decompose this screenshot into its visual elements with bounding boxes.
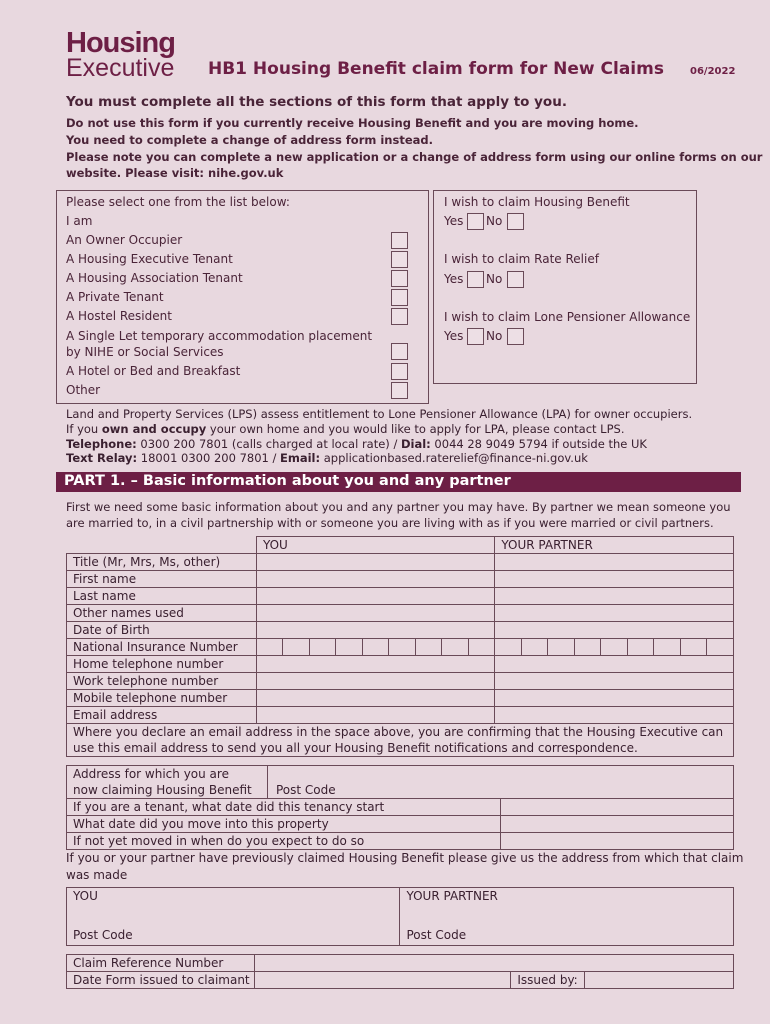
lpa-yes-label: Yes bbox=[444, 329, 464, 343]
option-he-tenant-checkbox[interactable] bbox=[391, 251, 408, 268]
previous-address-table bbox=[66, 887, 734, 946]
partner-home-tel-field[interactable] bbox=[495, 656, 734, 673]
hb-no-label: No bbox=[486, 214, 503, 228]
partner-work-tel-field[interactable] bbox=[495, 673, 734, 690]
rr-no-label: No bbox=[486, 272, 503, 286]
date-issued-field[interactable] bbox=[254, 972, 510, 989]
row-title-label: Title (Mr, Mrs, Ms, other) bbox=[67, 554, 257, 571]
row-work-tel-label: Work telephone number bbox=[67, 673, 257, 690]
option-owner-occupier-checkbox[interactable] bbox=[391, 232, 408, 249]
lps-line-2: If you own and occupy your own home and you would like to apply for LPA, please contact LPS. bbox=[66, 422, 625, 436]
lps-line-1: Land and Property Services (LPS) assess entitlement to Lone Pensioner Allowance (LPA) for owner occupiers. bbox=[66, 407, 693, 421]
lps-text-relay: Text Relay: 18001 0300 200 7801 / Email: applicationbased.raterelief@finance-ni.gov.uk bbox=[66, 451, 588, 465]
previous-partner-postcode-label: Post Code bbox=[406, 928, 467, 942]
you-first-name-field[interactable] bbox=[256, 571, 494, 588]
email-note: Where you declare an email address in the space above, you are confirming that the Housing Executive can use this email address to send you all your Housing Benefit notifications and correspondence. bbox=[67, 724, 734, 757]
claim-housing-benefit-label: I wish to claim Housing Benefit bbox=[444, 195, 630, 209]
logo-executive: Executive bbox=[66, 54, 175, 82]
intro-line-4: website. Please visit: nihe.gov.uk bbox=[66, 166, 284, 180]
tenancy-start-field[interactable] bbox=[500, 799, 733, 816]
hb-no-checkbox[interactable] bbox=[507, 213, 524, 230]
selection-i-am: I am bbox=[66, 214, 93, 228]
logo-housing: Housing bbox=[66, 27, 175, 59]
partner-email-field[interactable] bbox=[495, 707, 734, 724]
option-other-checkbox[interactable] bbox=[391, 382, 408, 399]
previous-claim-line-2: was made bbox=[66, 868, 128, 882]
option-single-let-label-cont: by NIHE or Social Services bbox=[66, 345, 224, 359]
you-email-field[interactable] bbox=[256, 707, 494, 724]
rr-no-checkbox[interactable] bbox=[507, 271, 524, 288]
option-owner-occupier-label: An Owner Occupier bbox=[66, 233, 183, 247]
partner-dob-field[interactable] bbox=[495, 622, 734, 639]
rr-yes-label: Yes bbox=[444, 272, 464, 286]
part1-title: PART 1. – Basic information about you and any partner bbox=[64, 473, 511, 489]
lpa-yes-checkbox[interactable] bbox=[467, 328, 484, 345]
row-ni-label: National Insurance Number bbox=[67, 639, 257, 656]
claim-rate-relief-label: I wish to claim Rate Relief bbox=[444, 252, 599, 266]
you-other-names-field[interactable] bbox=[256, 605, 494, 622]
part1-intro-2: are married to, in a civil partnership with or someone you are living with as if you were married or civil partners. bbox=[66, 516, 714, 530]
row-home-tel-label: Home telephone number bbox=[67, 656, 257, 673]
move-in-field[interactable] bbox=[500, 816, 733, 833]
you-mobile-field[interactable] bbox=[256, 690, 494, 707]
personal-details-table bbox=[66, 536, 734, 757]
move-in-label: What date did you move into this property bbox=[67, 816, 501, 833]
claim-ref-label: Claim Reference Number bbox=[67, 955, 255, 972]
form-version-date: 06/2022 bbox=[690, 66, 736, 77]
partner-mobile-field[interactable] bbox=[495, 690, 734, 707]
option-single-let-checkbox[interactable] bbox=[391, 343, 408, 360]
previous-you-postcode-label: Post Code bbox=[73, 928, 133, 942]
option-hostel-label: A Hostel Resident bbox=[66, 309, 172, 323]
row-dob-label: Date of Birth bbox=[67, 622, 257, 639]
issued-by-label: Issued by: bbox=[511, 972, 585, 989]
claim-lone-pensioner-label: I wish to claim Lone Pensioner Allowance bbox=[444, 310, 691, 324]
option-he-tenant-label: A Housing Executive Tenant bbox=[66, 252, 233, 266]
you-title-field[interactable] bbox=[256, 554, 494, 571]
previous-address-you[interactable]: YOU Post Code bbox=[67, 888, 400, 946]
row-other-names-label: Other names used bbox=[67, 605, 257, 622]
partner-last-name-field[interactable] bbox=[495, 588, 734, 605]
intro-line-1: Do not use this form if you currently receive Housing Benefit and you are moving home. bbox=[66, 116, 639, 130]
lpa-no-checkbox[interactable] bbox=[507, 328, 524, 345]
date-issued-label: Date Form issued to claimant bbox=[67, 972, 255, 989]
expect-move-label: If not yet moved in when do you expect to do so bbox=[67, 833, 501, 850]
issued-by-field[interactable] bbox=[585, 972, 734, 989]
option-ha-tenant-label: A Housing Association Tenant bbox=[66, 271, 243, 285]
you-ni-field[interactable] bbox=[256, 639, 494, 656]
option-single-let-label: A Single Let temporary accommodation placement bbox=[66, 329, 373, 343]
hb-yes-label: Yes bbox=[444, 214, 464, 228]
part1-banner bbox=[56, 472, 741, 492]
you-last-name-field[interactable] bbox=[256, 588, 494, 605]
partner-title-field[interactable] bbox=[495, 554, 734, 571]
row-first-name-label: First name bbox=[67, 571, 257, 588]
partner-first-name-field[interactable] bbox=[495, 571, 734, 588]
hb-yes-checkbox[interactable] bbox=[467, 213, 484, 230]
col-partner: YOUR PARTNER bbox=[495, 537, 734, 554]
row-last-name-label: Last name bbox=[67, 588, 257, 605]
intro-heading: You must complete all the sections of this form that apply to you. bbox=[66, 94, 567, 110]
option-hotel-checkbox[interactable] bbox=[391, 363, 408, 380]
option-private-tenant-label: A Private Tenant bbox=[66, 290, 164, 304]
previous-claim-line-1: If you or your partner have previously claimed Housing Benefit please give us the address from which that claim bbox=[66, 851, 744, 865]
row-mobile-label: Mobile telephone number bbox=[67, 690, 257, 707]
intro-line-2: You need to complete a change of address form instead. bbox=[66, 133, 434, 147]
partner-ni-field[interactable] bbox=[495, 639, 734, 656]
address-table bbox=[66, 765, 734, 850]
you-home-tel-field[interactable] bbox=[256, 656, 494, 673]
row-email-label: Email address bbox=[67, 707, 257, 724]
tenancy-start-label: If you are a tenant, what date did this tenancy start bbox=[67, 799, 501, 816]
expect-move-field[interactable] bbox=[500, 833, 733, 850]
claim-address-label: Address for which you are now claiming Housing Benefit bbox=[67, 766, 268, 799]
office-use-table bbox=[66, 954, 734, 989]
option-private-tenant-checkbox[interactable] bbox=[391, 289, 408, 306]
option-hotel-label: A Hotel or Bed and Breakfast bbox=[66, 364, 241, 378]
partner-other-names-field[interactable] bbox=[495, 605, 734, 622]
rr-yes-checkbox[interactable] bbox=[467, 271, 484, 288]
claim-address-field[interactable] bbox=[267, 766, 733, 799]
claim-ref-field[interactable] bbox=[254, 955, 733, 972]
claim-postcode-label: Post Code bbox=[275, 783, 336, 797]
col-you: YOU bbox=[256, 537, 494, 554]
part1-intro-1: First we need some basic information about you and any partner you may have. By partner we mean someone you bbox=[66, 500, 731, 514]
you-work-tel-field[interactable] bbox=[256, 673, 494, 690]
option-hostel-checkbox[interactable] bbox=[391, 308, 408, 325]
lpa-no-label: No bbox=[486, 329, 503, 343]
form-title: HB1 Housing Benefit claim form for New Claims bbox=[208, 59, 664, 79]
option-other-label: Other bbox=[66, 383, 101, 397]
intro-line-3: Please note you can complete a new application or a change of address form using our online forms on our bbox=[66, 150, 763, 164]
option-ha-tenant-checkbox[interactable] bbox=[391, 270, 408, 287]
previous-address-partner[interactable]: YOUR PARTNER Post Code bbox=[400, 888, 734, 946]
selection-prompt: Please select one from the list below: bbox=[66, 195, 290, 209]
you-dob-field[interactable] bbox=[256, 622, 494, 639]
lps-telephone: Telephone: 0300 200 7801 (calls charged at local rate) / Dial: 0044 28 9049 5794 if outside the UK bbox=[66, 437, 647, 451]
